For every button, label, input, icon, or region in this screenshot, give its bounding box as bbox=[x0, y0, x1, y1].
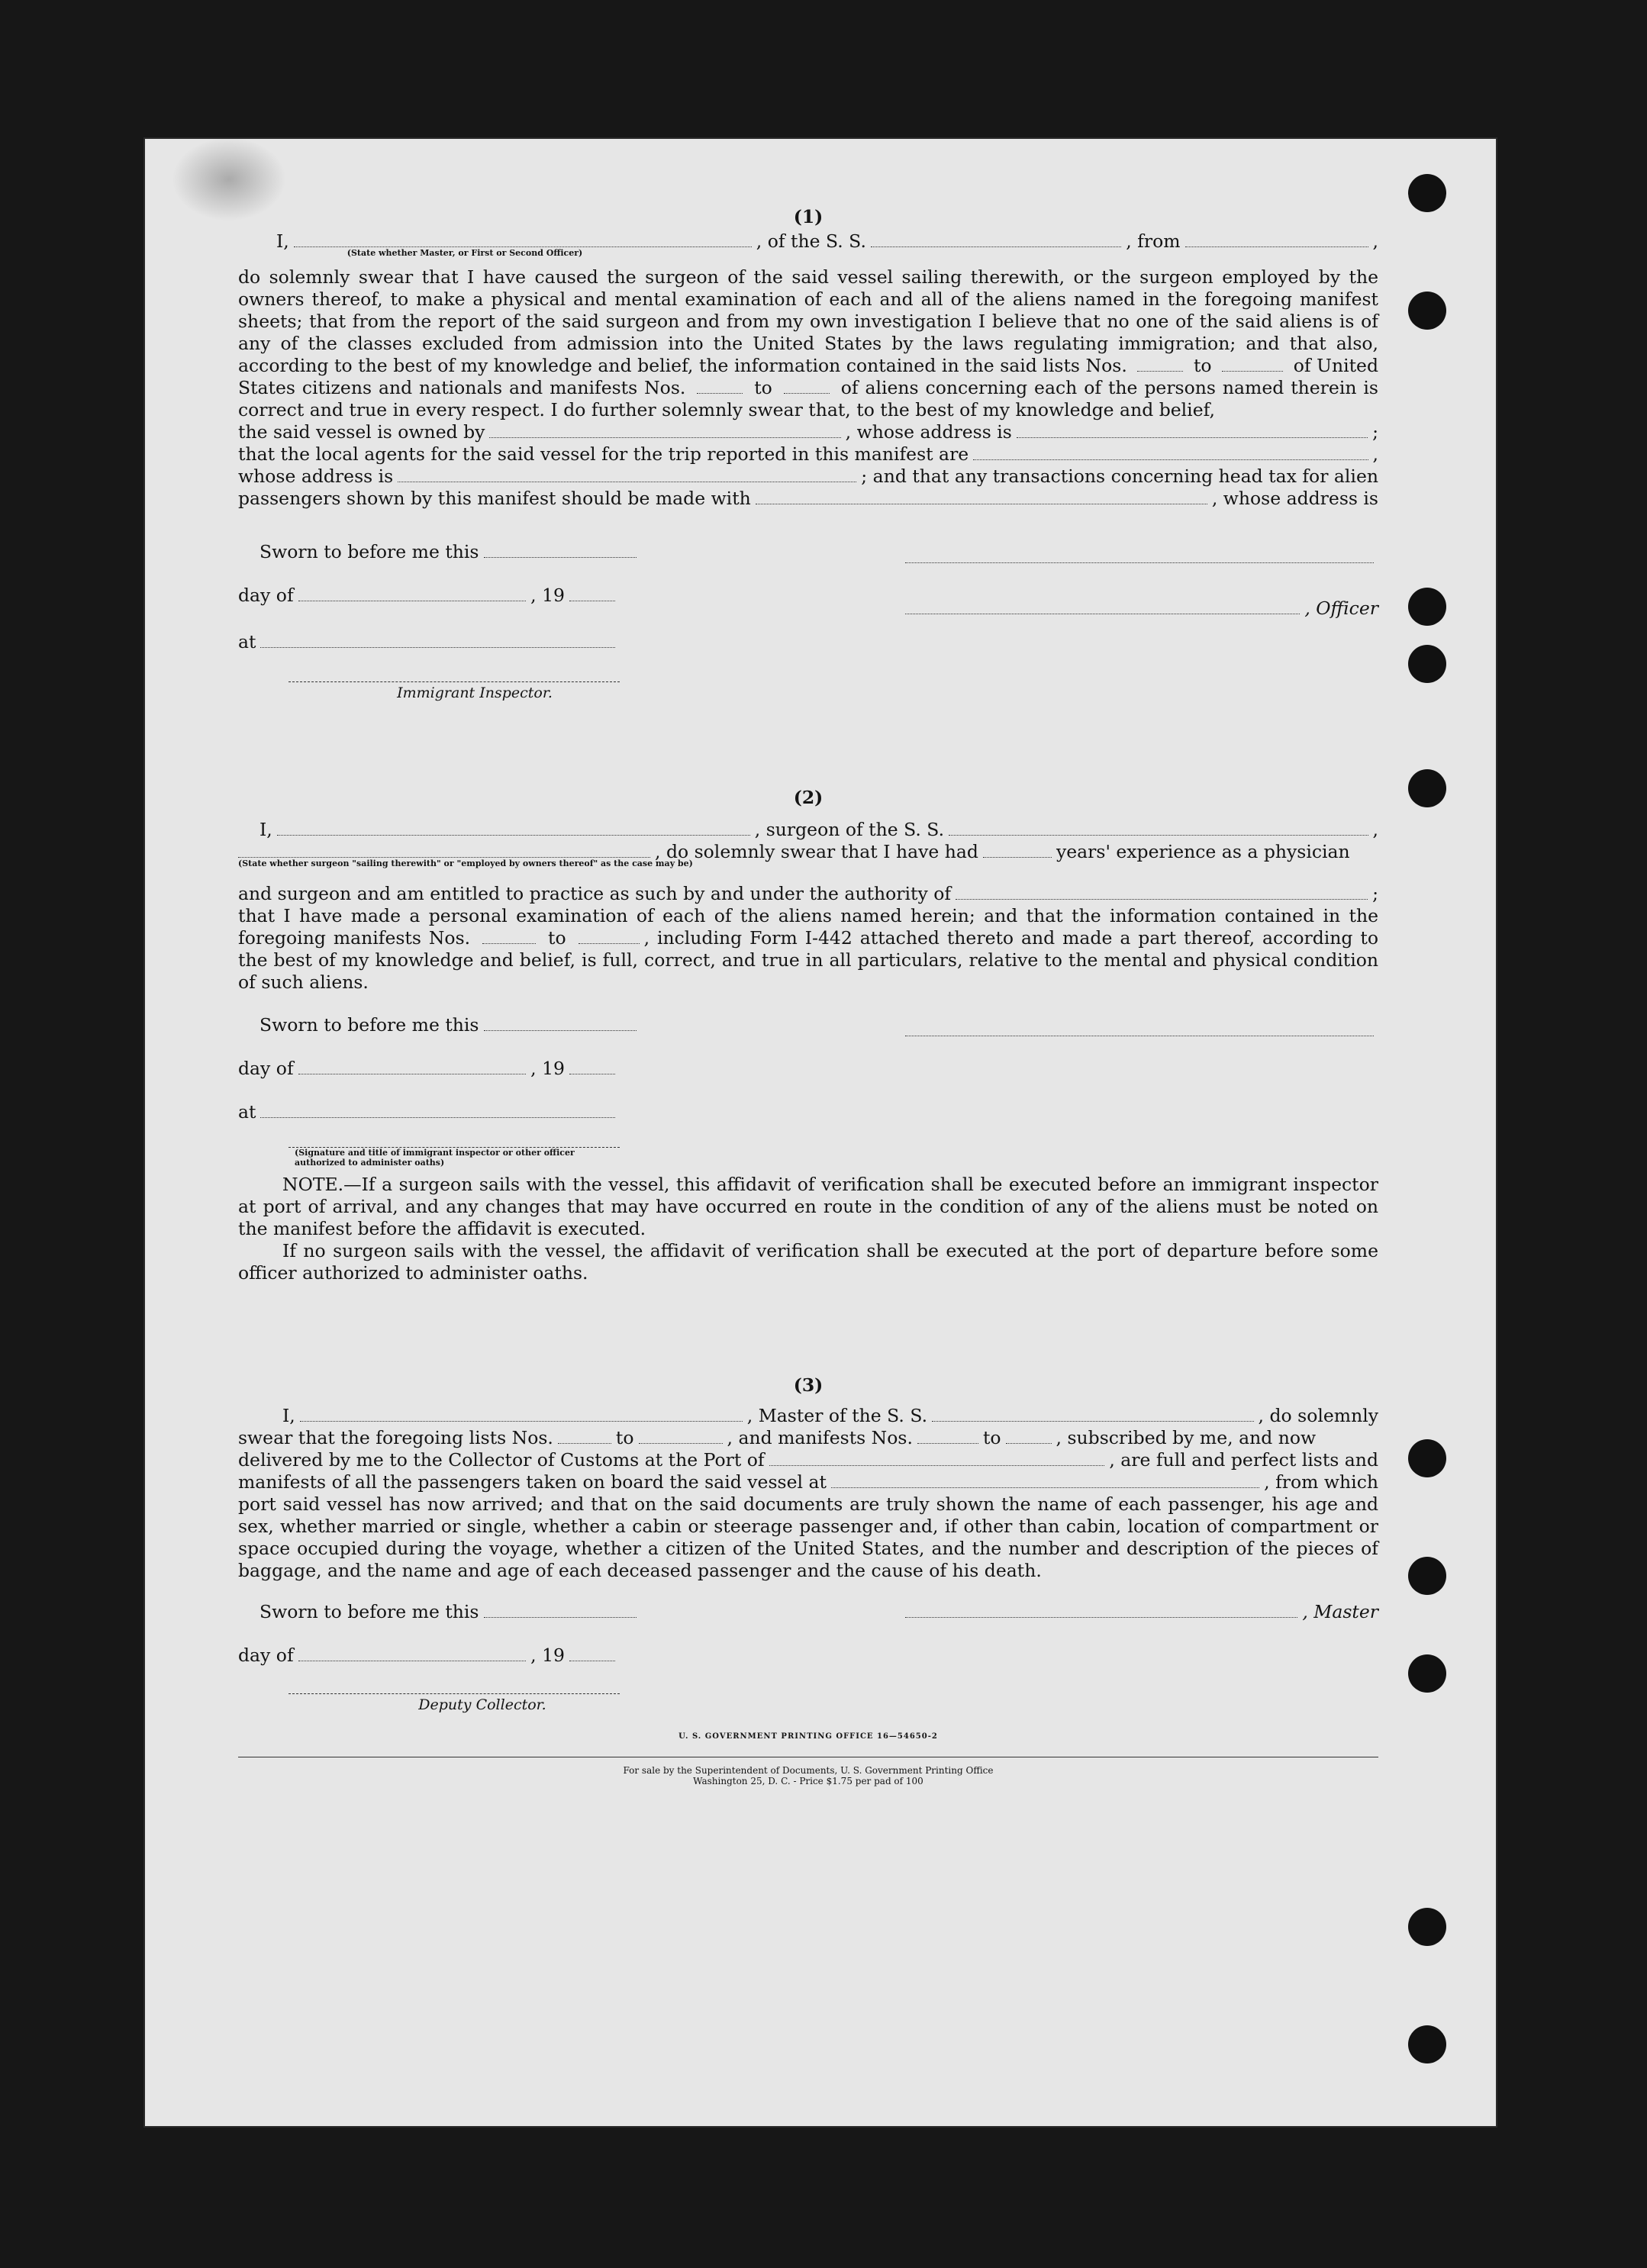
sworn-day-field[interactable] bbox=[484, 1015, 637, 1031]
owner-field[interactable] bbox=[489, 422, 840, 438]
master-name-field[interactable] bbox=[300, 1406, 743, 1422]
day-of-line: day of , 19 bbox=[238, 1645, 620, 1667]
officer-name-field[interactable] bbox=[294, 231, 752, 258]
at-line: at bbox=[238, 631, 620, 653]
day-of-field[interactable] bbox=[298, 1645, 527, 1661]
port-line: delivered by me to the Collector of Customs at the Port of , are full and perfect lists and bbox=[238, 1449, 1378, 1471]
i-label: I, bbox=[276, 230, 289, 252]
port-field[interactable] bbox=[769, 1450, 1105, 1466]
boarded-at-line: manifests of all the passengers taken on board the said vessel at , from which bbox=[238, 1471, 1378, 1493]
manifest-from-field[interactable] bbox=[482, 928, 536, 944]
boarded-port-field[interactable] bbox=[831, 1472, 1259, 1488]
section-number: (3) bbox=[793, 1374, 824, 1396]
list-to-field[interactable] bbox=[639, 1428, 723, 1444]
list-from-field[interactable] bbox=[558, 1428, 611, 1444]
day-of-field[interactable] bbox=[298, 1058, 527, 1074]
punch-hole bbox=[1408, 292, 1446, 330]
officer-line: I, (State whether Master, or First or Second Officer) , of the S. S. , from , bbox=[276, 230, 1378, 258]
gpo-imprint: U. S. GOVERNMENT PRINTING OFFICE 16—54650-2 bbox=[678, 1732, 938, 1741]
officer-caption: (State whether Master, or First or Second Officer) bbox=[346, 248, 583, 258]
agents-field[interactable] bbox=[973, 444, 1368, 460]
punch-hole bbox=[1408, 1908, 1446, 1946]
officer-signature-field[interactable] bbox=[905, 547, 1374, 563]
note-text-2: If no surgeon sails with the vessel, the affidavit of verification shall be executed at the port of departure before some officer authorized to administer oaths. bbox=[238, 1240, 1378, 1284]
lists-line: swear that the foregoing lists Nos. to , and manifests Nos. to , subscribed by me, and now bbox=[238, 1427, 1317, 1448]
signature-caption: (Signature and title of immigrant inspector or other officer authorized to administer oaths) bbox=[295, 1148, 575, 1168]
head-tax-contact-field[interactable] bbox=[756, 488, 1207, 504]
punch-hole bbox=[1408, 1654, 1446, 1693]
affidavit-section-2 bbox=[238, 787, 1378, 1284]
master-vessel-field[interactable] bbox=[932, 1406, 1253, 1422]
list-from-field[interactable] bbox=[1137, 356, 1183, 372]
note-block bbox=[238, 1174, 1378, 1284]
authority-line: and surgeon and am entitled to practice as such by and under the authority of ; bbox=[238, 883, 1378, 904]
surgeon-experience-line: (State whether surgeon "sailing therewith" or "employed by owners thereof" as the case may be) , do solemnly swear that I have had years' experience as a physician bbox=[238, 841, 1350, 868]
sale-notice-1: For sale by the Superintendent of Documents, U. S. Government Printing Office bbox=[623, 1765, 994, 1776]
oath-text-3: port said vessel has now arrived; and that on the said documents are truly shown the name of each passenger, his age and sex, whether married or single, whether a cabin or steerage passenger and, if other than cabin, location of compartment or space occupied during the voyage, whether a citizen of the United States, and the number and description of the pieces of baggage, and the name and age of each deceased passenger and the cause of his death. bbox=[238, 1493, 1378, 1581]
owner-address-field[interactable] bbox=[1017, 422, 1368, 438]
surgeon-signature-field[interactable] bbox=[905, 1020, 1374, 1036]
section-number: (1) bbox=[793, 206, 824, 227]
of-ss-label: , of the S. S. bbox=[756, 230, 866, 252]
deputy-label: Deputy Collector. bbox=[418, 1696, 546, 1713]
at-field[interactable] bbox=[260, 1102, 615, 1118]
owner-line: the said vessel is owned by , whose address is ; bbox=[238, 421, 1379, 443]
officer-title-field[interactable] bbox=[905, 598, 1300, 614]
manifest-to-field[interactable] bbox=[1006, 1428, 1052, 1444]
at-line: at bbox=[238, 1101, 620, 1123]
sworn-row: Sworn to before me this , Master bbox=[259, 1601, 1378, 1622]
agents-address-field[interactable] bbox=[398, 466, 856, 482]
punch-hole bbox=[1408, 174, 1446, 212]
manifest-to-field[interactable] bbox=[579, 928, 640, 944]
sworn-day-field[interactable] bbox=[484, 1602, 637, 1618]
sworn-row: Sworn to before me this bbox=[238, 540, 1378, 563]
punch-hole bbox=[1408, 2025, 1446, 2063]
agents-line: that the local agents for the said vessel for the trip reported in this manifest are , bbox=[238, 443, 1378, 465]
list-to-field[interactable] bbox=[1222, 356, 1283, 372]
surgeon-vessel-field[interactable] bbox=[949, 820, 1368, 836]
punch-hole bbox=[1408, 1439, 1446, 1477]
year-field[interactable] bbox=[569, 585, 615, 601]
affidavit-section-3 bbox=[238, 1374, 1378, 1716]
surgeon-name-field[interactable] bbox=[277, 820, 750, 836]
punch-hole bbox=[1408, 1557, 1446, 1595]
oath-text-2: that I have made a personal examination of each of the aliens named herein; and that the information contained in the foregoing manifests Nos. to , including Form I-442 attached thereto and made a part thereof, according to the best of my knowledge and belief, is full, correct, and true in all particulars, relative to the mental and physical condition of such aliens. bbox=[238, 905, 1378, 993]
sworn-day-field[interactable] bbox=[484, 542, 637, 558]
year-field[interactable] bbox=[569, 1645, 615, 1661]
at-field[interactable] bbox=[260, 632, 615, 648]
authority-field[interactable] bbox=[956, 884, 1368, 900]
day-of-line: day of , 19 bbox=[238, 585, 620, 607]
oath-text-1: do solemnly swear that I have caused the surgeon of the said vessel sailing therewith, or the surgeon employed by the owners thereof, to make a physical and mental examination of each and all of the aliens named in the foregoing manifest sheets; that from the report of the said surgeon and from my own investigation I believe that no one of the said aliens is of any of the classes excluded from admission into the United States by the laws regulating immigration; and that also, according to the best of my knowledge and belief, the information contained in the said lists Nos. to of United States citizens and nationals and manifests Nos. to of aliens concerning each of the persons named therein is correct and true in every respect. I do further solemnly swear that, to the best of my knowledge and belief, bbox=[238, 266, 1378, 420]
manifest-from-field[interactable] bbox=[697, 378, 743, 394]
year-field[interactable] bbox=[569, 1058, 615, 1074]
vessel-name-field[interactable] bbox=[871, 231, 1121, 247]
experience-years-field[interactable] bbox=[983, 842, 1052, 858]
from-label: , from bbox=[1126, 230, 1181, 252]
manifest-to-field[interactable] bbox=[784, 378, 830, 394]
punch-hole bbox=[1408, 588, 1446, 626]
surgeon-caption: (State whether surgeon "sailing therewith" or "employed by owners thereof" as the case may be) bbox=[238, 859, 693, 868]
affidavit-section-1 bbox=[238, 206, 1378, 704]
inspector-label: Immigrant Inspector. bbox=[397, 685, 553, 701]
sale-notice-2: Washington 25, D. C. - Price $1.75 per pad of 100 bbox=[693, 1776, 923, 1786]
master-line: I, , Master of the S. S. , do solemnly bbox=[282, 1405, 1378, 1426]
agents-address-line: whose address is ; and that any transactions concerning head tax for alien bbox=[238, 466, 1378, 487]
head-tax-line: passengers shown by this manifest should be made with , whose address is bbox=[238, 488, 1378, 509]
day-of-field[interactable] bbox=[298, 585, 527, 601]
note-text-1: NOTE.—If a surgeon sails with the vessel, this affidavit of verification shall be executed before an immigrant inspector at port of arrival, and any changes that may have occurred en route in the condition of any of the aliens must be noted on the manifest before the affidavit is executed. bbox=[238, 1174, 1378, 1239]
master-signature-field[interactable] bbox=[905, 1602, 1297, 1618]
surgeon-line: I, , surgeon of the S. S. , bbox=[259, 819, 1378, 840]
from-port-field[interactable] bbox=[1185, 231, 1368, 247]
punch-hole bbox=[1408, 645, 1446, 683]
section-number: (2) bbox=[793, 787, 824, 808]
day-of-line: day of , 19 bbox=[238, 1058, 620, 1080]
officer-label: , Officer bbox=[1304, 598, 1378, 619]
sworn-row: Sworn to before me this bbox=[238, 1013, 1378, 1036]
punch-hole bbox=[1408, 769, 1446, 807]
master-label: , Master bbox=[1302, 1601, 1378, 1622]
form-content bbox=[238, 206, 1378, 1786]
surgeon-type-field[interactable] bbox=[238, 842, 693, 868]
manifest-from-field[interactable] bbox=[917, 1428, 978, 1444]
